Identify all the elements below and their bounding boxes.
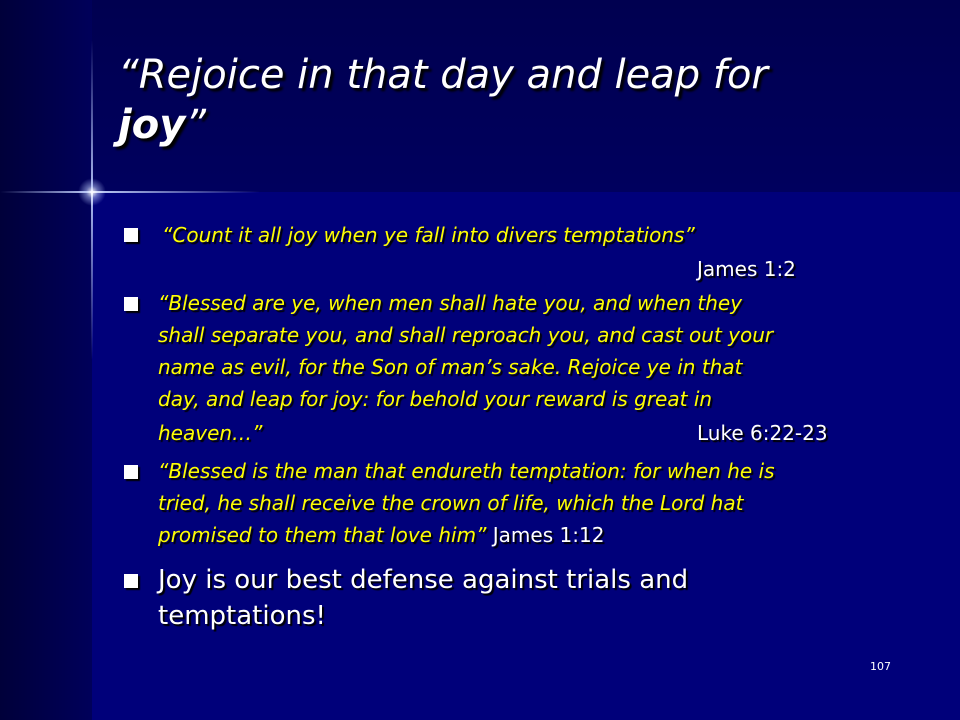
bullet-2-line-2: shall separate you, and shall reproach you, and cast out your	[158, 323, 774, 347]
bullet-3-line-3-quote: promised to them that love him”	[158, 523, 487, 547]
light-flare-horizontal	[0, 191, 260, 193]
title-line-1: “Rejoice in that day and leap for	[118, 52, 768, 98]
bullet-square-icon	[124, 574, 138, 588]
bullet-1-text: “Count it all joy when ye fall into divers temptations”	[162, 223, 695, 247]
page-number: 107	[870, 660, 891, 673]
bullet-square-icon	[124, 297, 138, 311]
bullet-3-reference: James 1:12	[492, 523, 605, 547]
bullet-3-line-3	[158, 520, 604, 550]
bullet-2-line-5: heaven…”	[158, 421, 263, 445]
bullet-2-reference: Luke 6:22-23	[697, 421, 828, 445]
bullet-square-icon	[124, 465, 138, 479]
bullet-2-line-1: “Blessed are ye, when men shall hate you, and when they	[158, 291, 743, 315]
bullet-square-icon	[124, 228, 138, 242]
bullet-2-line-3: name as evil, for the Son of man’s sake. Rejoice ye in that	[158, 355, 743, 379]
slide-title	[118, 50, 878, 150]
bullet-1-reference: James 1:2	[697, 257, 796, 281]
bullet-2-line-4: day, and leap for joy: for behold your reward is great in	[158, 387, 713, 411]
bullet-4-line-1: Joy is our best defense against trials and	[158, 565, 689, 595]
left-band	[0, 0, 92, 720]
title-bold-word: joy	[118, 102, 186, 148]
bullet-3-line-2: tried, he shall receive the crown of life, which the Lord hat	[158, 491, 744, 515]
bullet-3-line-1: “Blessed is the man that endureth temptation: for when he is	[158, 459, 775, 483]
title-closing-quote: ”	[185, 102, 206, 148]
light-flare-star-icon	[78, 178, 106, 206]
bullet-4-line-2: temptations!	[158, 601, 326, 631]
